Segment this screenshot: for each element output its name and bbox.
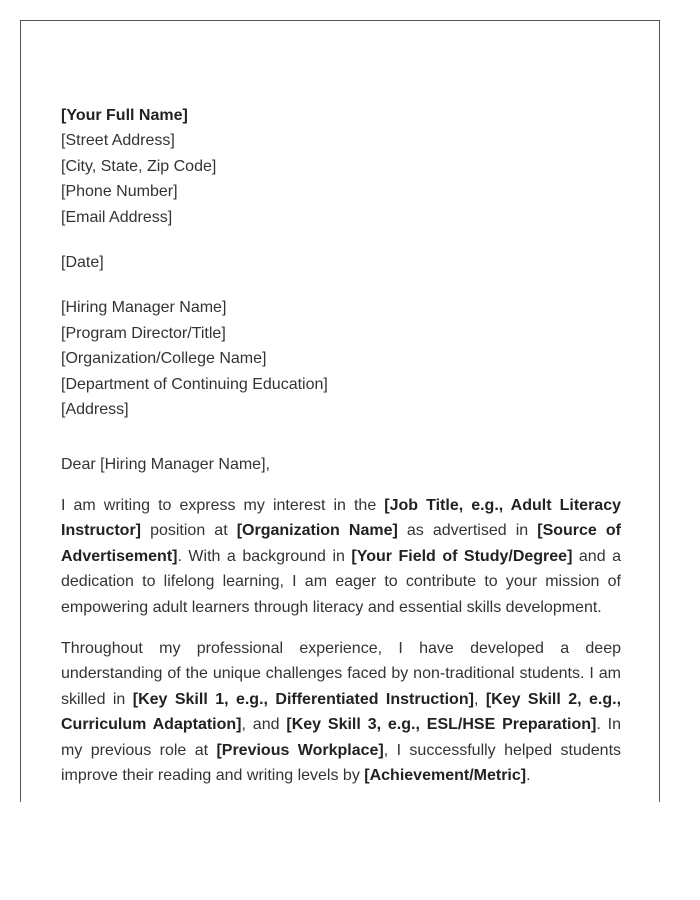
p1-text-3: as advertised in <box>397 522 538 540</box>
recipient-block <box>61 295 621 422</box>
p2-text-3: , and <box>241 716 287 734</box>
sender-name: [Your Full Name] <box>61 107 188 124</box>
p1-text-5: and a dedication to lifelong learning, I am eager to contribute to your mission of empowering adult learners through literacy and essential skills development. <box>61 547 622 616</box>
date-block <box>61 250 621 275</box>
p1-text-4: . With a background in <box>177 547 352 565</box>
p2-key-skill-1: [Key Skill 1, e.g., Differentiated Instruction] <box>132 690 474 708</box>
p1-source: [Source of Advertisement] <box>61 522 621 565</box>
p2-key-skill-3: [Key Skill 3, e.g., ESL/HSE Preparation] <box>286 716 597 734</box>
body-paragraph-1 <box>61 493 621 620</box>
letter-page <box>20 20 660 802</box>
sender-city: [City, State, Zip Code] <box>61 157 217 175</box>
body-paragraph-2 <box>61 636 621 788</box>
letter-date: [Date] <box>61 254 104 272</box>
p2-previous-workplace: [Previous Workplace] <box>216 741 384 759</box>
recipient-address: [Address] <box>61 401 129 419</box>
recipient-name: [Hiring Manager Name] <box>61 299 227 317</box>
sender-block <box>61 103 621 230</box>
recipient-title: [Program Director/Title] <box>61 324 226 342</box>
p2-text-4: . In my previous role at <box>61 716 621 759</box>
salutation <box>61 452 621 477</box>
sender-email: [Email Address] <box>61 208 173 226</box>
letter-content <box>61 103 621 804</box>
p2-text-2: , <box>473 690 486 708</box>
sender-street: [Street Address] <box>61 132 175 150</box>
p2-text-1: Throughout my professional experience, I have developed a deep understanding of the unique challenges faced by non-traditional students. I am skilled in <box>61 639 621 708</box>
p2-key-skill-2: [Key Skill 2, e.g., Curriculum Adaptation] <box>61 690 622 734</box>
p1-text-2: position at <box>141 522 237 540</box>
sender-phone: [Phone Number] <box>61 183 178 201</box>
recipient-organization: [Organization/College Name] <box>61 350 267 368</box>
p1-job-title: [Job Title, e.g., Adult Literacy Instructor] <box>61 496 621 540</box>
p1-text-1: I am writing to express my interest in the <box>61 496 385 514</box>
recipient-department: [Department of Continuing Education] <box>61 375 328 393</box>
p2-text-6: . <box>526 766 531 784</box>
salutation-text: Dear [Hiring Manager Name], <box>61 456 270 474</box>
p1-organization-name: [Organization Name] <box>236 522 398 540</box>
p2-achievement: [Achievement/Metric] <box>364 766 527 784</box>
p2-text-5: , I successfully helped students improve their reading and writing levels by <box>61 741 622 784</box>
p1-field-of-study: [Your Field of Study/Degree] <box>351 547 573 565</box>
